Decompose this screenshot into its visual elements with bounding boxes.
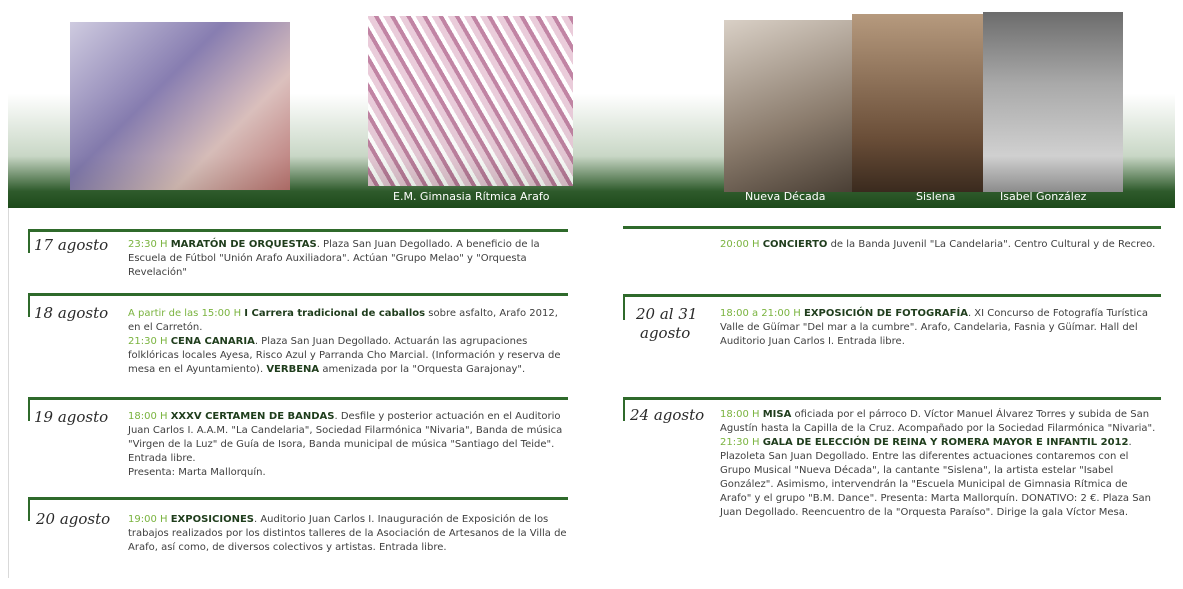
event-title: CONCIERTO (762, 239, 828, 250)
event-rule (28, 293, 568, 296)
caption-sislena: Sislena (916, 190, 956, 203)
event-title: MISA (762, 409, 792, 420)
event-18-text (128, 307, 568, 377)
photo-sislena (852, 14, 984, 192)
event-bar (623, 397, 625, 421)
event-time: 21:30 H (720, 437, 760, 448)
event-rule (623, 294, 1161, 297)
event-time: 21:30 H (128, 336, 168, 347)
event-rule (28, 229, 568, 232)
event-title: CENA CANARIA (170, 336, 255, 347)
event-description: . Auditorio Juan Carlos I. Inauguración de Exposición de los trabajos realizados por los distintos talleres de la Asociación de Artesanos de la Villa de Arafo, así como, de diversos colectivos y artistas. Entrada libre. (128, 514, 567, 553)
event-rule (28, 497, 568, 500)
event-description: . Plaza San Juan Degollado. A beneficio de la Escuela de Fútbol "Unión Arafo Auxiliadora". Actúan "Grupo Melao" y "Orquesta Revelación" (128, 239, 540, 278)
event-description: amenizada por la "Orquesta Garajonay". (319, 364, 526, 375)
photo-fashion-show (70, 22, 290, 190)
event-date: 20 agosto (36, 510, 111, 528)
event-date-line2: agosto (640, 324, 691, 342)
event-bar (623, 294, 625, 320)
event-bar (28, 293, 30, 317)
page-edge (8, 208, 9, 578)
event-title: EXPOSICIÓN DE FOTOGRAFÍA (804, 308, 968, 319)
event-time: 18:00 a 21:00 H (720, 308, 801, 319)
event-description: oficiada por el párroco D. Víctor Manuel Álvarez Torres y subida de San Agustín hasta la Capilla de la Cruz. Acompañado por la Sociedad Filarmónica "Nivaria". (720, 409, 1156, 434)
event-description: . Desfile y posterior actuación en el Auditorio Juan Carlos I. A.A.M. "La Candelaria", Sociedad Filarmónica "Nivaria", Banda de música "Virgen de la Luz" de Guía de Isora, Banda municipal de música "Santiago del Teide". Entrada libre. (128, 411, 563, 464)
event-presenter: Presenta: Marta Mallorquín. (128, 467, 266, 478)
photo-isabel-gonzalez (983, 12, 1123, 192)
photo-gymnastics-group (368, 16, 573, 186)
event-title: I Carrera tradicional de caballos (244, 308, 426, 319)
event-description: sobre asfalto, Arafo 2012, en el Carretón. (128, 308, 558, 333)
event-time: 19:00 H (128, 514, 168, 525)
event-time: 18:00 H (720, 409, 760, 420)
event-description: de la Banda Juvenil "La Candelaria". Centro Cultural y de Recreo. (827, 239, 1156, 250)
event-bar (28, 497, 30, 521)
event-title: XXXV CERTAMEN DE BANDAS (170, 411, 335, 422)
event-rule (623, 226, 1161, 229)
event-rule (28, 397, 568, 400)
event-date: 19 agosto (34, 408, 109, 426)
caption-gimnasia: E.M. Gimnasia Rítmica Arafo (393, 190, 550, 203)
event-20b-text (720, 238, 1160, 252)
event-time: 18:00 H (128, 411, 168, 422)
event-2031-text (720, 307, 1160, 349)
event-24-text (720, 408, 1160, 520)
event-time: 23:30 H (128, 239, 168, 250)
event-description: . Plazoleta San Juan Degollado. Entre las diferentes actuaciones contaremos con el Grupo Musical "Nueva Década", la cantante "Sislena", la artista estelar "Isabel González". Asimismo, intervendrán la "Escuela Municipal de Gimnasia Rítmica de Arafo" y el grupo "B.M. Dance". Presenta: Marta Mallorquín. DONATIVO: 2 €. Plaza San Juan Degollado. Reencuentro de la "Orquesta Paraíso". Dirige la gala Víctor Mesa. (720, 437, 1152, 518)
event-time: 20:00 H (720, 239, 760, 250)
event-20-text (128, 513, 568, 555)
caption-nueva-decada: Nueva Década (745, 190, 826, 203)
event-title: EXPOSICIONES (170, 514, 254, 525)
event-bar (28, 397, 30, 421)
event-description: . XI Concurso de Fotografía Turística Valle de Güímar "Del mar a la cumbre". Arafo, Candelaria, Fasnia y Güímar. Hall del Auditorio Juan Carlos I. Entrada libre. (720, 308, 1148, 347)
event-rule (623, 397, 1161, 400)
event-date: 20 al 31 (636, 305, 698, 323)
event-title: GALA DE ELECCIÓN DE REINA Y ROMERA MAYOR E INFANTIL 2012 (762, 437, 1129, 448)
event-title: MARATÓN DE ORQUESTAS (170, 239, 317, 250)
event-19-text (128, 410, 568, 480)
event-title: VERBENA (266, 364, 320, 375)
photo-banner (8, 0, 1175, 208)
event-description: . Plaza San Juan Degollado. Actuarán las agrupaciones folklóricas locales Ayesa, Risco Azul y Parranda Cho Marcial. (Información y reserva de mesa en el Ayuntamiento). (128, 336, 561, 375)
photo-nueva-decada (724, 20, 852, 192)
event-17-text (128, 238, 568, 280)
event-date: 17 agosto (34, 236, 109, 254)
event-date: 18 agosto (34, 304, 109, 322)
event-bar (28, 229, 30, 253)
event-date: 24 agosto (630, 406, 705, 424)
event-time: A partir de las 15:00 H (128, 308, 242, 319)
caption-isabel: Isabel González (1000, 190, 1087, 203)
